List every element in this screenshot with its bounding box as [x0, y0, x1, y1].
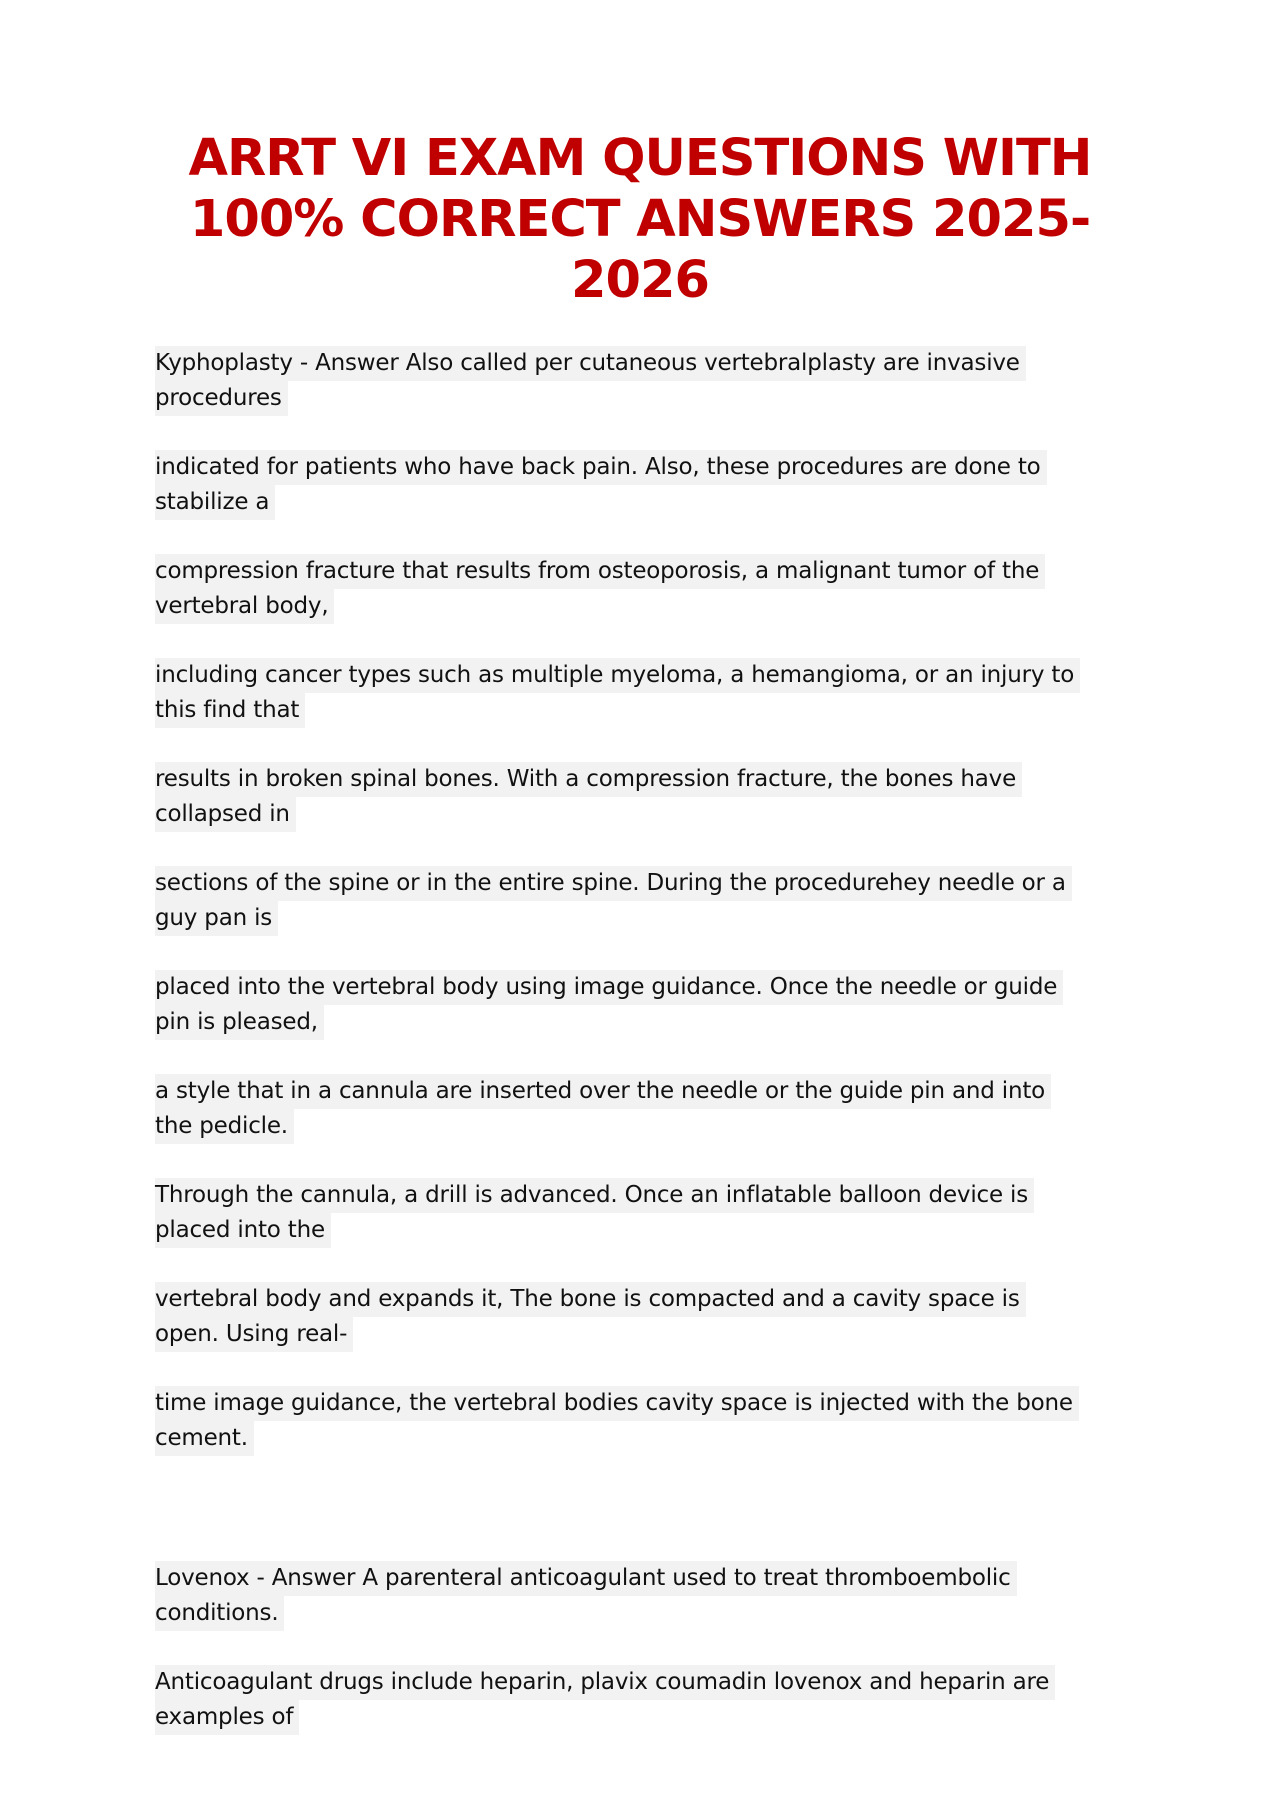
- text-line: open. Using real-: [155, 1317, 353, 1352]
- title-line: 100% CORRECT ANSWERS 2025-: [189, 190, 1091, 249]
- text-line: vertebral body,: [155, 589, 334, 624]
- paragraph-lovenox-definition: [155, 1561, 1145, 1631]
- text-line: indicated for patients who have back pain. Also, these procedures are done to: [155, 450, 1047, 485]
- paragraph-needle-placement: [155, 970, 1145, 1040]
- paragraph-anticoagulant-drugs: [155, 1665, 1145, 1735]
- text-line: the pedicle.: [155, 1109, 294, 1144]
- paragraph-compression-fracture: [155, 554, 1145, 624]
- paragraph-procedure-sections: [155, 866, 1145, 936]
- text-line: placed into the vertebral body using image guidance. Once the needle or guide: [155, 970, 1063, 1005]
- text-line: guy pan is: [155, 901, 278, 936]
- text-line: a style that in a cannula are inserted over the needle or the guide pin and into: [155, 1074, 1051, 1109]
- text-line: conditions.: [155, 1596, 284, 1631]
- text-line: Lovenox - Answer A parenteral anticoagulant used to treat thromboembolic: [155, 1561, 1017, 1596]
- text-line: compression fracture that results from osteoporosis, a malignant tumor of the: [155, 554, 1045, 589]
- title-line: ARRT VI EXAM QUESTIONS WITH: [188, 129, 1092, 188]
- paragraph-kyphoplasty-definition: [155, 346, 1145, 416]
- paragraph-broken-bones: [155, 762, 1145, 832]
- paragraph-cancer-types: [155, 658, 1145, 728]
- text-line: this find that: [155, 693, 305, 728]
- paragraph-drill-balloon: [155, 1178, 1145, 1248]
- text-line: time image guidance, the vertebral bodies cavity space is injected with the bone: [155, 1386, 1079, 1421]
- text-line: Through the cannula, a drill is advanced. Once an inflatable balloon device is: [155, 1178, 1034, 1213]
- text-line: cement.: [155, 1421, 254, 1456]
- text-line: collapsed in: [155, 797, 296, 832]
- text-line: including cancer types such as multiple myeloma, a hemangioma, or an injury to: [155, 658, 1080, 693]
- text-line: examples of: [155, 1700, 299, 1735]
- text-line: stabilize a: [155, 485, 275, 520]
- text-line: Kyphoplasty - Answer Also called per cutaneous vertebralplasty are invasive: [155, 346, 1026, 381]
- paragraph-indications: [155, 450, 1145, 520]
- paragraph-cavity-space: [155, 1282, 1145, 1352]
- text-line: pin is pleased,: [155, 1005, 324, 1040]
- text-line: results in broken spinal bones. With a compression fracture, the bones have: [155, 762, 1022, 797]
- text-line: sections of the spine or in the entire spine. During the procedurehey needle or a: [155, 866, 1072, 901]
- text-line: Anticoagulant drugs include heparin, plavix coumadin lovenox and heparin are: [155, 1665, 1055, 1700]
- document-title: [140, 128, 1140, 311]
- title-line: 2026: [571, 251, 709, 310]
- text-line: vertebral body and expands it, The bone is compacted and a cavity space is: [155, 1282, 1026, 1317]
- text-line: procedures: [155, 381, 288, 416]
- paragraph-cannula-insertion: [155, 1074, 1145, 1144]
- paragraph-bone-cement: [155, 1386, 1145, 1456]
- text-line: placed into the: [155, 1213, 331, 1248]
